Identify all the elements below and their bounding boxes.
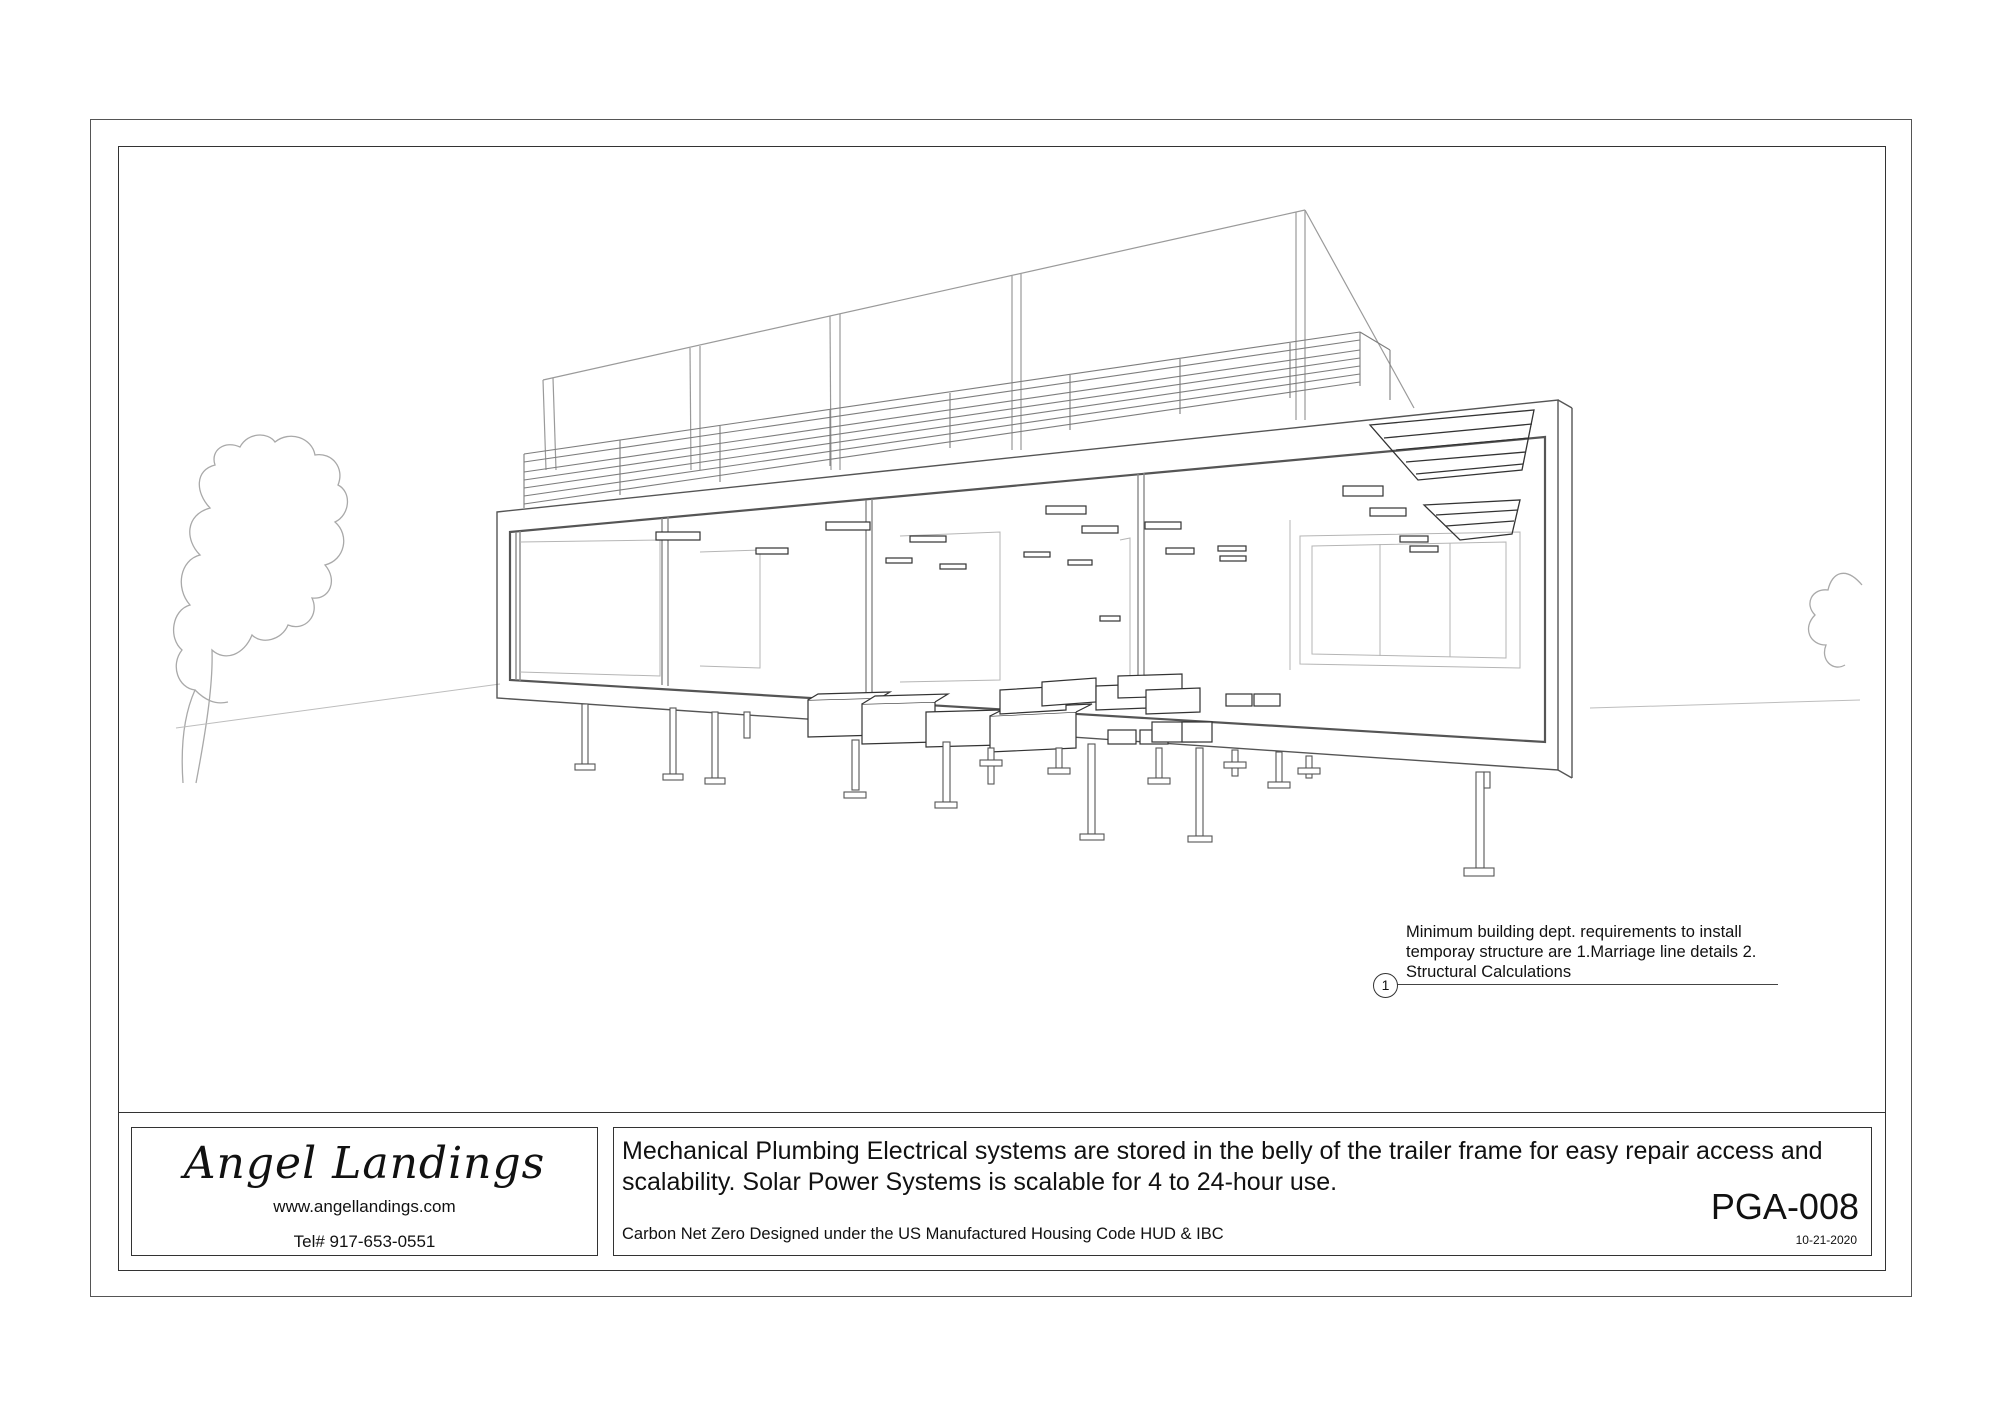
sheet-date: 10-21-2020 xyxy=(1795,1233,1857,1247)
tree-right xyxy=(1809,573,1862,667)
compliance-note: Carbon Net Zero Designed under the US Manufactured Housing Code HUD & IBC xyxy=(622,1225,1224,1243)
ceiling-fixtures xyxy=(656,486,1438,621)
roof-pergola xyxy=(543,210,1414,470)
interior-lines xyxy=(520,520,1520,700)
website-text: www.angellandings.com xyxy=(273,1197,456,1216)
solar-awning xyxy=(1370,410,1534,540)
brand-logo: Angel Landings xyxy=(183,1138,546,1189)
sheet-info-box xyxy=(613,1127,1872,1256)
callout-leader-line xyxy=(1392,984,1778,985)
sheet-description: Mechanical Plumbing Electrical systems are stored in the belly of the trailer frame for easy repair access and scalability. Solar Power Systems is scalable for 4 to 24-hour use. xyxy=(622,1137,1823,1196)
roof-railing xyxy=(524,332,1390,508)
title-block-divider xyxy=(118,1112,1886,1113)
callout-note: Minimum building dept. requirements to install temporay structure are 1.Marriage line details 2. Structural Calculations xyxy=(1406,923,1757,981)
phone-text: Tel# 917-653-0551 xyxy=(293,1232,436,1251)
sheet-number: PGA-008 xyxy=(1710,1186,1859,1227)
callout-number-bubble: 1 xyxy=(1373,973,1398,998)
tree-left xyxy=(174,435,348,783)
logo-box xyxy=(131,1127,598,1256)
mechanical-units xyxy=(808,674,1280,752)
